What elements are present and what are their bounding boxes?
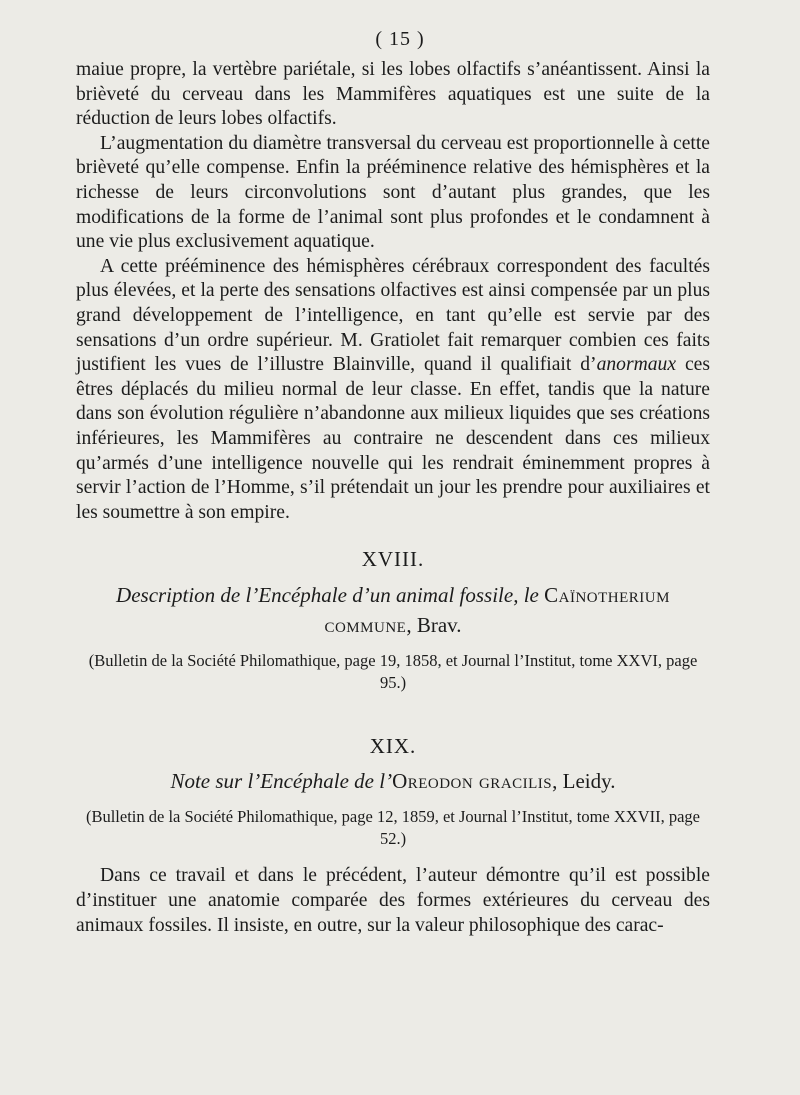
section-title-text: Description de l’Encéphale d’un animal fossile, le	[116, 582, 545, 607]
section-number: XIX.	[369, 733, 417, 758]
page-number: ( 15 )	[375, 28, 425, 50]
bibliographic-reference: (Bulletin de la Société Philomathique, page 19, 1858, et Journal l’Institut, tome XXVI, page 95.)	[88, 650, 698, 692]
section-title-author: , Leidy.	[552, 769, 616, 794]
section-xix	[76, 734, 710, 938]
section-title-genus: Caïnotherium commune	[324, 582, 670, 637]
paragraph-3-italic-word: anormaux	[596, 354, 677, 376]
paragraph-3-part-1: A cette prééminence des hémisphères cérébraux correspondent des facultés plus élevées, et la perte des sensations olfactives est ainsi compensée par un plus grand développement de l’intelligence, en tant qu’elle est servie par des sensations d’un ordre supérieur. M. Gratiolet fait remarquer combien ces faits justifient les vues de l’illustre Blainville, quand il qualifiait d’	[76, 255, 710, 376]
paragraph-1: maiue propre, la vertèbre pariétale, si les lobes olfactifs s’anéantissent. Ainsi la brièveté du cerveau dans les Mammifères aquatiques est une suite de la réduction de leurs lobes olfactifs.	[76, 59, 710, 130]
paragraph-3	[76, 255, 710, 526]
page-content	[76, 58, 710, 938]
section-title-genus: Oreodon gracilis	[392, 769, 553, 794]
section-xviii	[76, 547, 710, 694]
paragraph-3-part-2: ces êtres déplacés du milieu normal de leur classe. En effet, tandis que la nature dans son évolution régulière n’abandonne aux milieux liquides que ses créations inférieures, les Mammifères au contraire ne descendent dans ces milieux qu’armés d’une intelligence nouvelle qui les rendrait éminemment propres à servir l’action de l’Homme, s’il prétendait un jour les prendre pour auxiliaires et les soumettre à son empire.	[76, 354, 710, 523]
section-title	[76, 580, 710, 640]
section-number: XVIII.	[361, 547, 425, 572]
paragraph-2: L’augmentation du diamètre transversal du cerveau est proportionnelle à cette brièveté qu’elle compense. Enfin la prééminence relative des hémisphères et la richesse de leurs circonvolutions sont d’autant plus grandes, que les modifications de la forme de l’animal sont plus profondes et le condamnent à une vie plus exclusivement aquatique.	[76, 132, 710, 253]
paragraph-4: Dans ce travail et dans le précédent, l’auteur démontre qu’il est possible d’instituer une anatomie comparée des formes extérieures du cerveau des animaux fossiles. Il insiste, en outre, sur la valeur philosophique des carac-	[76, 865, 710, 936]
section-title-author: , Brav.	[406, 612, 462, 637]
bibliographic-reference: (Bulletin de la Société Philomathique, page 12, 1859, et Journal l’Institut, tome XXVII, page 52.)	[85, 807, 701, 849]
section-title-text: Note sur l’Encéphale de l’	[170, 769, 393, 794]
section-title	[76, 766, 710, 796]
